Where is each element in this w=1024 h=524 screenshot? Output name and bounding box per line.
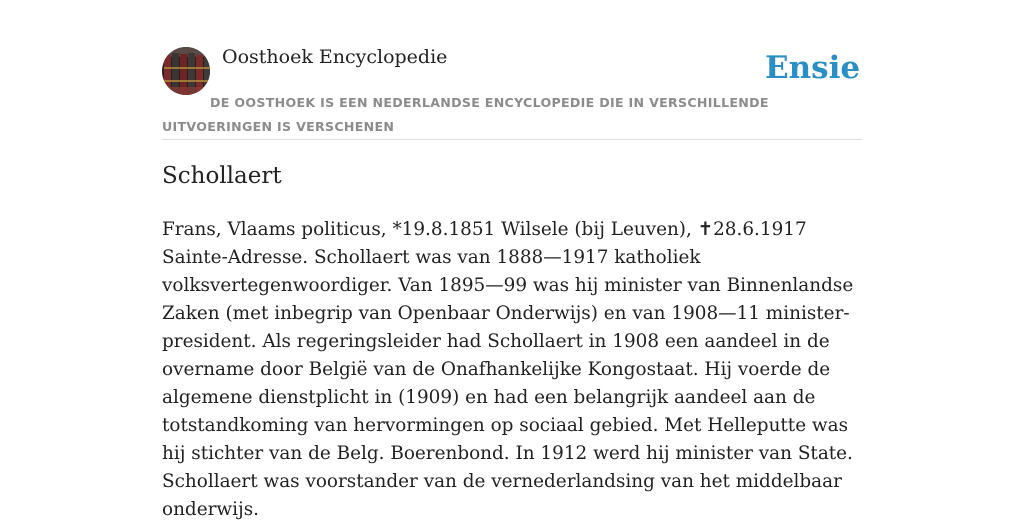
site-name[interactable]: Oosthoek Encyclopedie <box>222 46 448 68</box>
article-body: Frans, Vlaams politicus, *19.8.1851 Wilsele (bij Leuven), ✝28.6.1917 Sainte-Adresse. Schollaert was van 1888—1917 katholiek volksvertegenwoordiger. Van 1895—99 was hij minister van Binnenlandse Zaken (met inbegrip van Openbaar Onderwijs) en van 1908—11 minister-president. Als regeringsleider had Schollaert in 1908 een aandeel in de overname door België van de Onafhankelijke Kongostaat. Hij voerde de algemene dienstplicht in (1909) en had een belangrijk aandeel aan de totstandkoming van hervormingen op sociaal gebied. Met Helleputte was hij stichter van de Belg. Boerenbond. In 1912 werd hij minister van State. Schollaert was voorstander van de vernederlandsing van het middelbaar onderwijs. <box>162 219 854 520</box>
header-divider <box>162 139 862 140</box>
site-tagline: DE OOSTHOEK IS EEN NEDERLANDSE ENCYCLOPEDIE DIE IN VERSCHILLENDE UITVOERINGEN IS VERSCHENEN <box>162 95 769 134</box>
brand-logo[interactable]: Ensie <box>765 50 861 86</box>
encyclopedia-books-icon[interactable] <box>162 47 210 95</box>
article-title: Schollaert <box>162 163 282 189</box>
